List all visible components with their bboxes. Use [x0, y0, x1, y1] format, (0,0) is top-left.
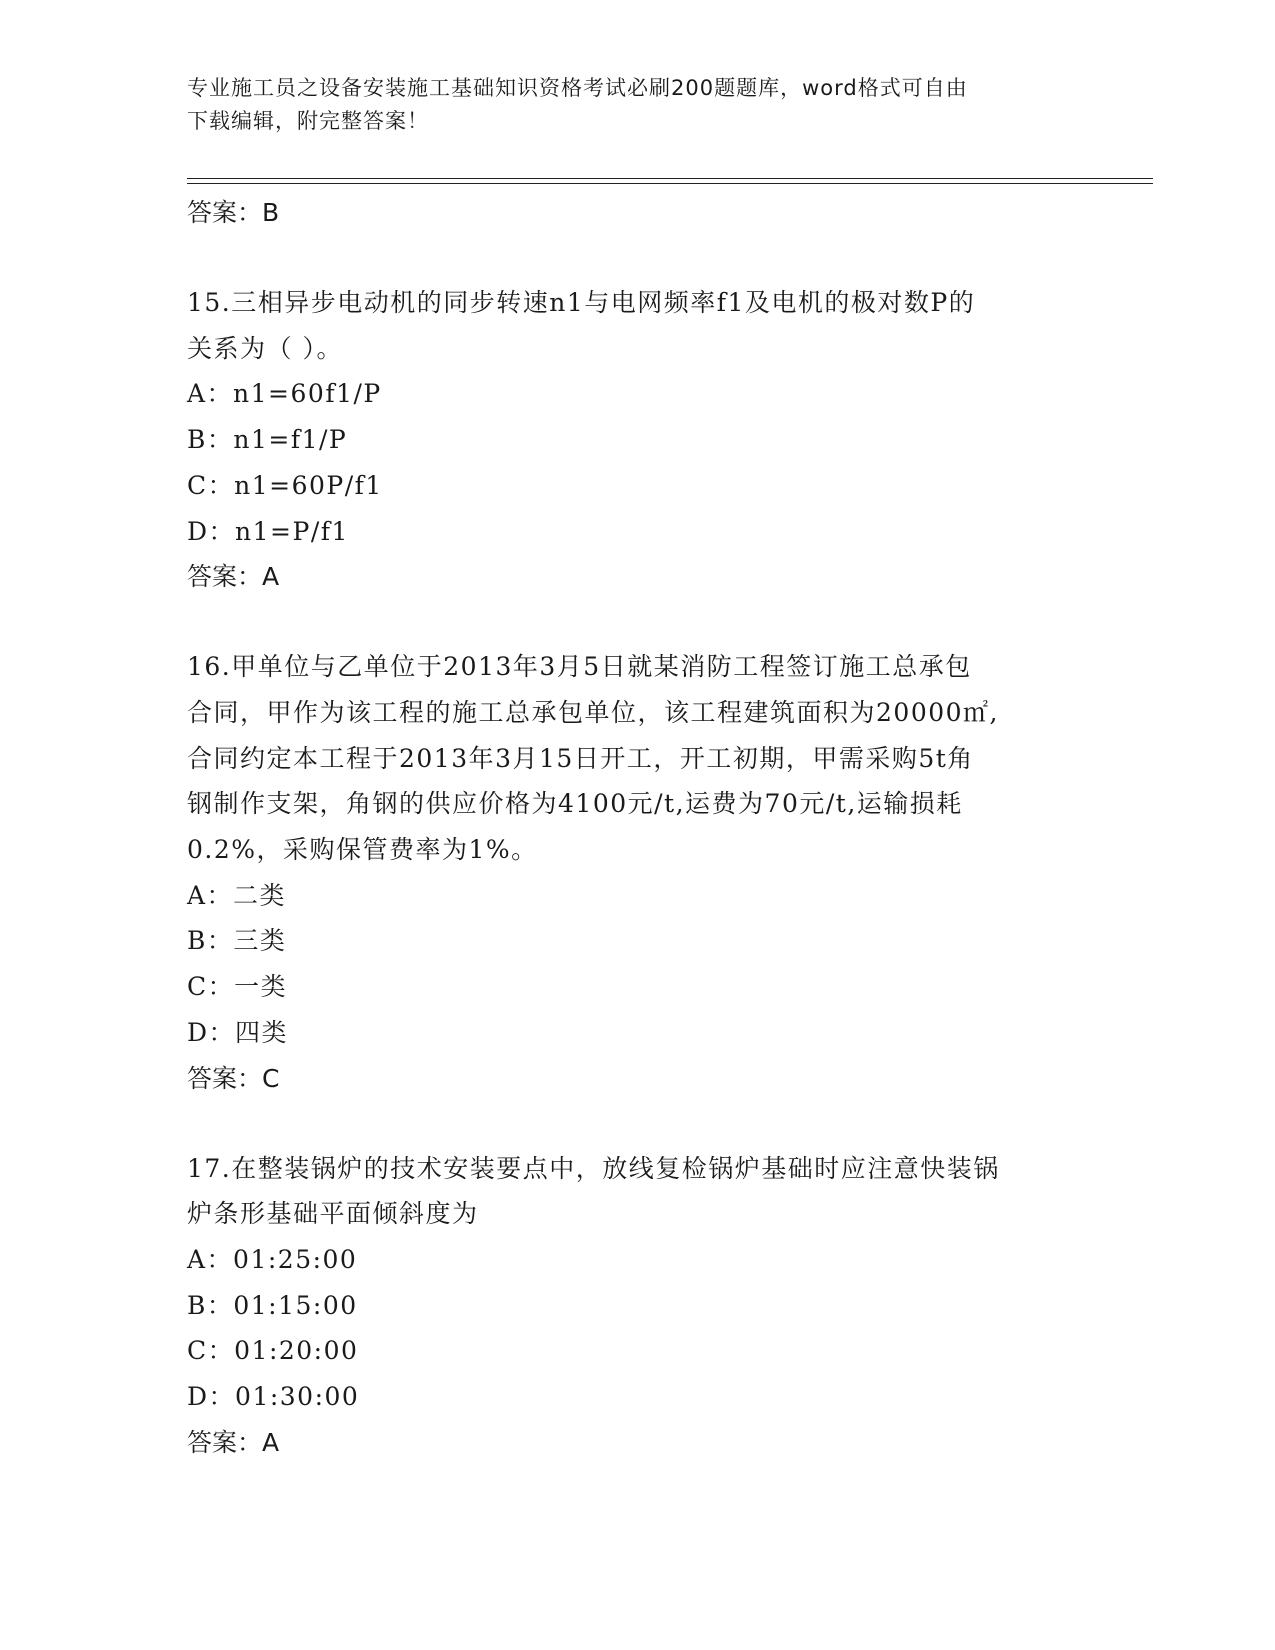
stem-line: 16.甲单位与乙单位于2013年3月5日就某消防工程签订施工总承包	[187, 652, 972, 682]
stem-line: 关系为（ ）。	[187, 333, 343, 363]
question-stem	[187, 280, 1087, 371]
option-c: C：01:20:00	[187, 1336, 359, 1366]
stem-line: 15.三相异步电动机的同步转速n1与电网频率f1及电机的极对数P的	[187, 288, 976, 317]
stem-line: 0.2%，采购保管费率为1%。	[187, 835, 538, 865]
answer: 答案：A	[187, 1427, 280, 1457]
option-b: B：01:15:00	[187, 1290, 358, 1320]
header-rule-bottom	[187, 183, 1153, 184]
option-d: D：01:30:00	[187, 1382, 360, 1412]
answer: 答案：C	[187, 1063, 280, 1093]
option-d: D：n1=P/f1	[187, 516, 349, 546]
header-line-2: 下载编辑，附完整答案！	[187, 109, 429, 133]
stem-line: 钢制作支架，角钢的供应价格为4100元/t,运费为70元/t,运输损耗	[187, 789, 963, 819]
question-15	[187, 280, 1087, 599]
header-rule-top	[187, 178, 1153, 179]
question-list	[187, 190, 1087, 1465]
option-a: A：二类	[187, 880, 287, 910]
option-d: D：四类	[187, 1017, 289, 1047]
option-a: A：01:25:00	[187, 1244, 358, 1274]
question-17	[187, 1146, 1087, 1465]
option-c: C：一类	[187, 972, 288, 1002]
document-header	[187, 72, 1067, 138]
answer: 答案：A	[187, 562, 280, 592]
stem-line: 炉条形基础平面倾斜度为	[187, 1199, 479, 1229]
header-line-1: 专业施工员之设备安装施工基础知识资格考试必刷200题题库，word格式可自由	[187, 76, 968, 100]
previous-answer: 答案：B	[187, 198, 280, 227]
stem-line: 17.在整装锅炉的技术安装要点中，放线复检锅炉基础时应注意快装锅	[187, 1153, 1000, 1183]
question-16	[187, 644, 1087, 1100]
question-stem	[187, 1146, 1087, 1237]
option-a: A：n1=60f1/P	[187, 379, 382, 409]
option-b: B：三类	[187, 926, 287, 956]
stem-line: 合同，甲作为该工程的施工总承包单位，该工程建筑面积为20000㎡,	[187, 697, 999, 727]
option-b: B：n1=f1/P	[187, 425, 348, 455]
stem-line: 合同约定本工程于2013年3月15日开工，开工初期，甲需采购5t角	[187, 743, 974, 773]
question-stem	[187, 644, 1087, 873]
option-c: C：n1=60P/f1	[187, 470, 383, 500]
